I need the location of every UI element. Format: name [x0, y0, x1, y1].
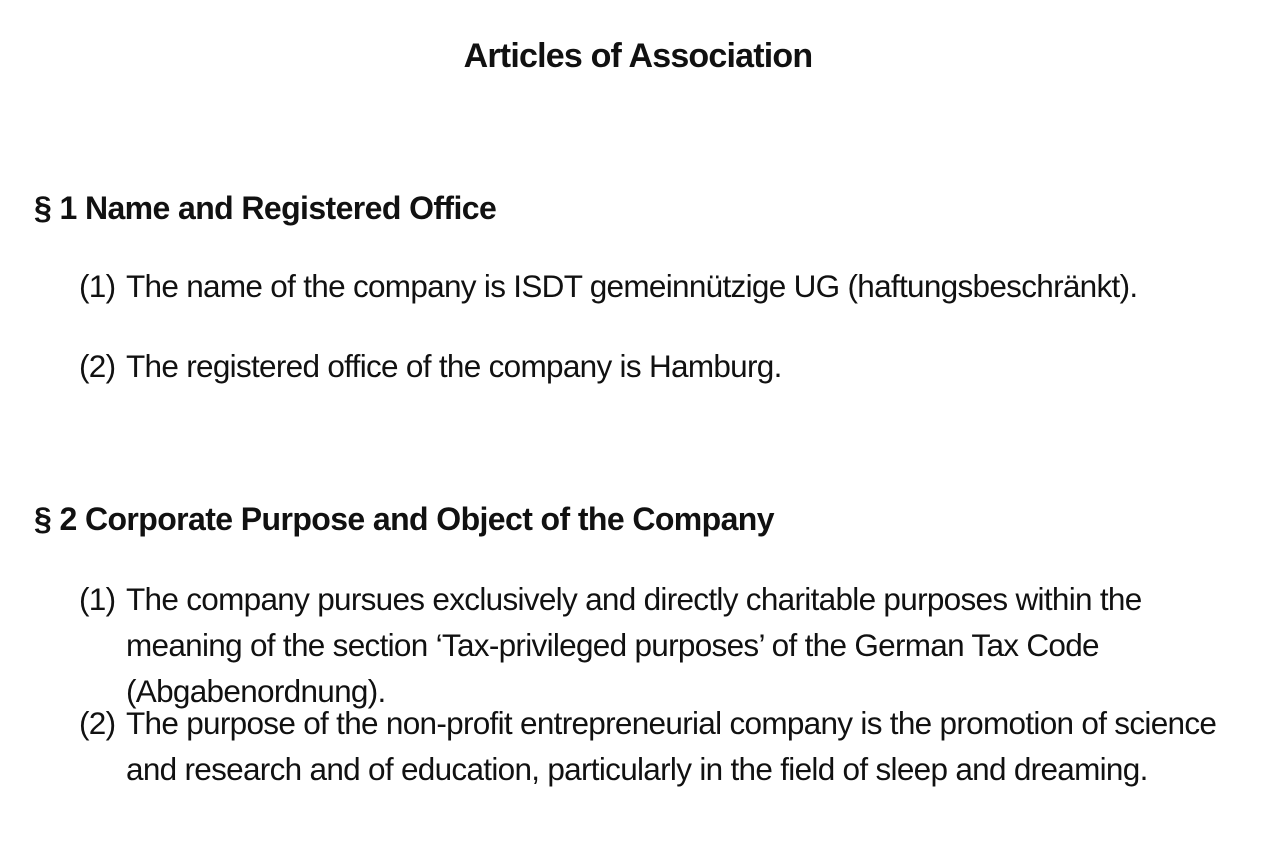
document-title: Articles of Association [463, 37, 813, 75]
section-1-clause-1 [79, 263, 1259, 309]
clause-text: The company pursues exclusively and directly charitable purposes within the meaning of the section ‘Tax-privileged purposes’ of the German Tax Code (Abgabenordnung). [126, 581, 1142, 709]
section-2-heading: § 2 Corporate Purpose and Object of the Company [34, 501, 774, 537]
clause-text: The registered office of the company is Hamburg. [126, 348, 782, 384]
clause-number: (1) [79, 268, 116, 304]
section-2-clause-1 [79, 576, 1259, 714]
clause-number: (2) [79, 348, 116, 384]
section-2-clause-2 [79, 700, 1259, 792]
section-1-clause-2 [79, 343, 1259, 389]
clause-number: (1) [79, 581, 116, 617]
section-1-heading: § 1 Name and Registered Office [34, 190, 497, 226]
clause-text: The purpose of the non-profit entrepreneurial company is the promotion of science and research and of education, particularly in the field of sleep and dreaming. [126, 705, 1217, 787]
clause-text: The name of the company is ISDT gemeinnützige UG (haftungsbeschränkt). [126, 268, 1138, 304]
clause-number: (2) [79, 705, 116, 741]
